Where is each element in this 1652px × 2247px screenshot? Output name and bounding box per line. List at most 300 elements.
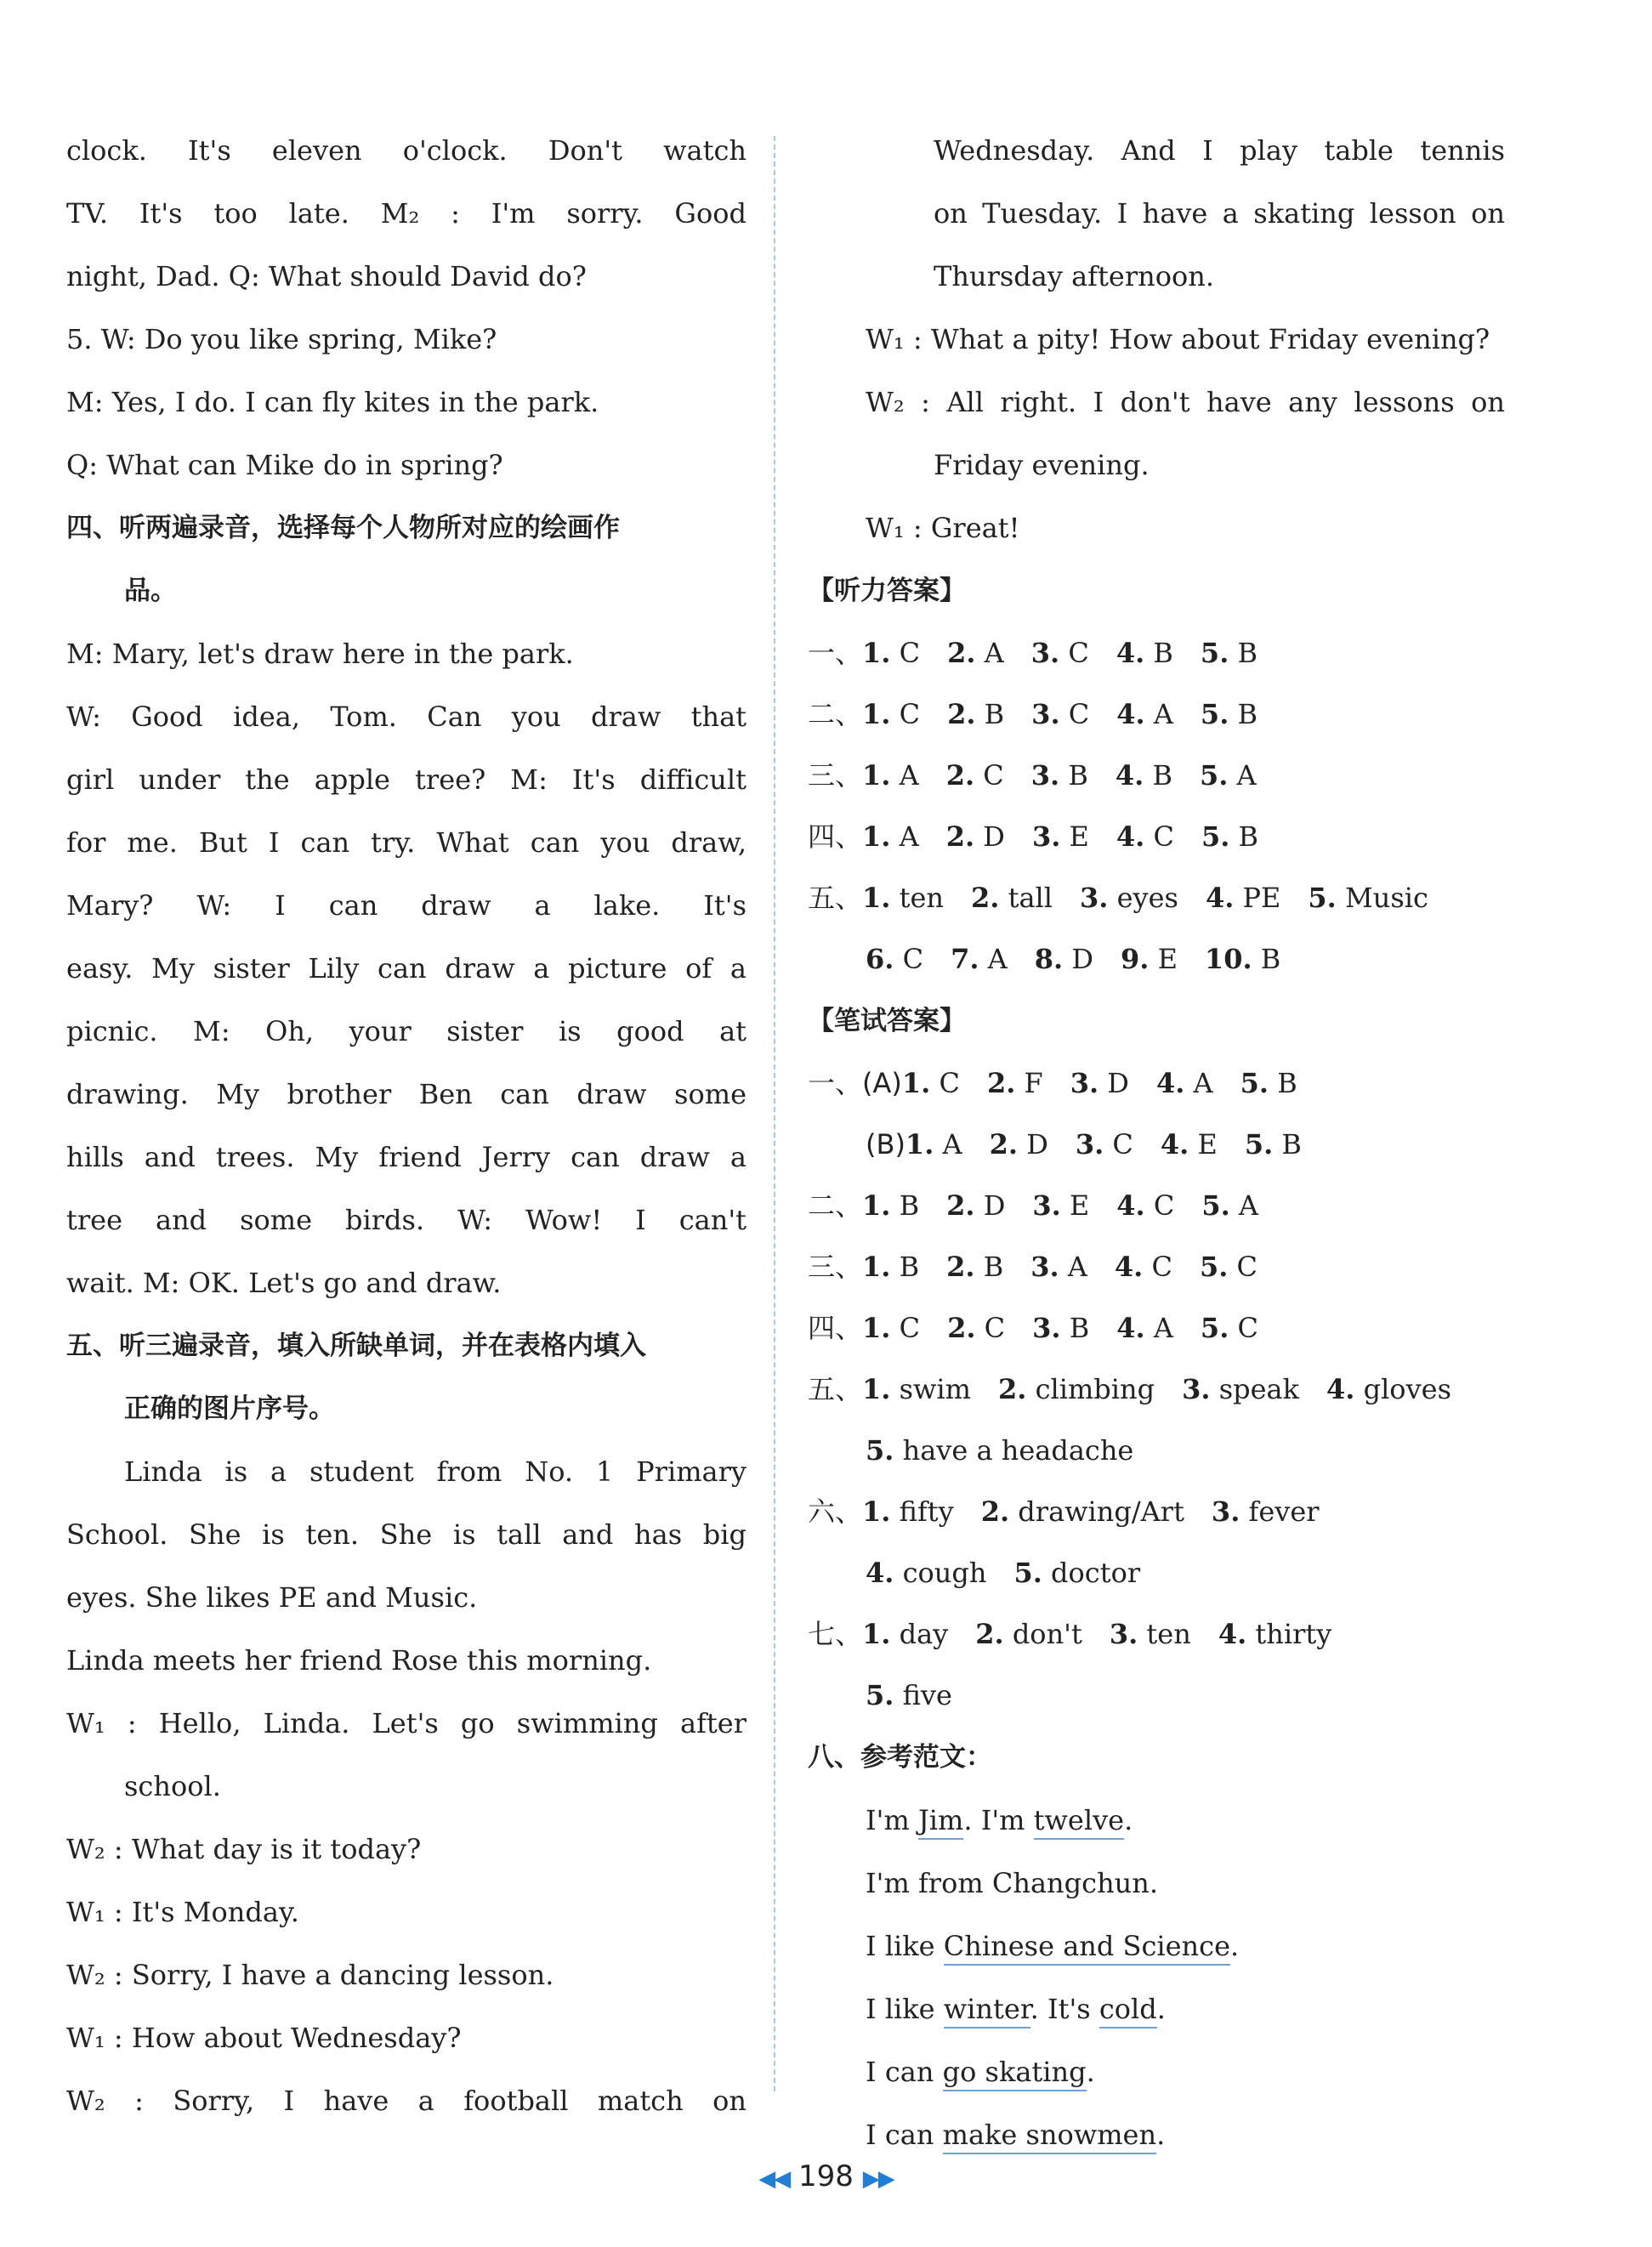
answer-number: 2. [986, 1067, 1016, 1099]
answer-number: 4. [1116, 1189, 1145, 1222]
answer-item [1201, 1175, 1258, 1236]
answer-value: C [890, 637, 921, 669]
answer-value: climbing [1026, 1373, 1155, 1405]
answer-number: 4. [1114, 1251, 1144, 1283]
answer-value: B [1269, 1067, 1297, 1099]
answer-item [1031, 745, 1088, 806]
answer-item [981, 1481, 1184, 1542]
answer-value: E [1060, 1189, 1090, 1222]
answer-value: C [1059, 698, 1090, 730]
answer-number: 1. [862, 1189, 891, 1222]
answer-item [1182, 1359, 1299, 1420]
answer-number: 4. [1326, 1373, 1355, 1405]
dialogue-block-1 [66, 119, 747, 496]
answer-value: C [1144, 1189, 1175, 1222]
answer-item [946, 1175, 1005, 1236]
answer-item [1156, 1053, 1213, 1114]
answer-value: A [979, 943, 1008, 975]
answer-item [1070, 1053, 1129, 1114]
essay-blank-answer: make snowmen [943, 2119, 1157, 2154]
answer-item [1218, 1603, 1332, 1665]
written-answers-title: 【笔试答案】 [808, 1006, 966, 1036]
prev-arrows-icon: ◀◀ [758, 2166, 790, 2192]
text-line: for me. But I can try. What can you draw, [66, 826, 747, 859]
answer-row [808, 1665, 1505, 1726]
text-line: TV. It's too late. M₂ : I'm sorry. Good [66, 197, 747, 230]
essay-text: . [1086, 2056, 1095, 2088]
answer-value: Music [1336, 882, 1428, 914]
answer-number: 2. [945, 820, 975, 853]
essay-line [808, 1915, 1505, 1977]
answer-value: C [930, 1067, 960, 1099]
answer-number: 1. [862, 1312, 891, 1344]
answer-number: 2. [946, 1251, 975, 1283]
answer-item [1031, 622, 1089, 684]
answer-value: C [890, 698, 921, 730]
answer-item [1080, 867, 1178, 928]
answer-value: C [894, 943, 924, 975]
answer-value: fifty [890, 1495, 954, 1528]
answer-value: A [1144, 698, 1173, 730]
essay-text: . It's [1030, 1993, 1099, 2025]
essay-blank-answer: go skating [943, 2056, 1087, 2091]
text-line: W₁ : It's Monday. [66, 1896, 299, 1928]
section-5-heading: 五、听三遍录音，填入所缺单词，并在表格内填入 [66, 1331, 646, 1361]
answer-value: E [1060, 820, 1089, 853]
answer-number: 4. [1116, 820, 1145, 853]
answer-number: 4. [1218, 1618, 1247, 1650]
section-4-heading-cont: 品。 [124, 576, 177, 606]
answer-item [1032, 1175, 1089, 1236]
essay-text: I can [866, 2119, 943, 2151]
answer-number: 2. [945, 759, 975, 792]
answer-number: 1. [862, 637, 891, 669]
answer-number: 5. [1200, 698, 1229, 730]
answer-item [1032, 806, 1089, 867]
answer-item [1161, 1114, 1218, 1175]
text-line: W₂ : All right. I don't have any lessons on [866, 386, 1505, 418]
answer-item [947, 622, 1004, 684]
answer-value: C [1228, 1251, 1258, 1283]
essay-text: I like [866, 1930, 944, 1962]
answer-value: B [1229, 820, 1259, 853]
answer-number: 2. [997, 1373, 1027, 1405]
answer-item [862, 622, 920, 684]
answer-item [1205, 928, 1280, 990]
answer-value: D [1018, 1128, 1048, 1160]
answer-item [1308, 867, 1428, 928]
text-line: clock. It's eleven o'clock. Don't watch [66, 134, 747, 167]
answer-item [1116, 806, 1174, 867]
next-arrows-icon: ▶▶ [862, 2166, 894, 2192]
essay-line [808, 1789, 1505, 1852]
answer-number: 1. [862, 759, 891, 792]
text-line: W₁ : Hello, Linda. Let's go swimming after [66, 1707, 747, 1739]
essay-text: . [1156, 1993, 1166, 2025]
answer-item [946, 806, 1005, 867]
answer-number: 3. [1070, 1067, 1099, 1099]
text-line: M: Mary, let's draw here in the park. [66, 638, 574, 670]
answer-row-lead: 四、 [808, 1312, 863, 1344]
dialogue-block-4 [808, 119, 1505, 559]
answer-number: 3. [1211, 1495, 1240, 1528]
page-footer [0, 2159, 1652, 2193]
answer-number: 3. [1109, 1618, 1138, 1650]
section-5-heading-cont: 正确的图片序号。 [124, 1393, 335, 1424]
text-line: Thursday afternoon. [934, 260, 1215, 292]
answer-item [1116, 622, 1173, 684]
answer-row [808, 745, 1505, 806]
answer-value: B [1273, 1128, 1302, 1160]
text-line: drawing. My brother Ben can draw some [66, 1078, 747, 1110]
answer-number: 3. [1031, 698, 1060, 730]
answer-value: F [1015, 1067, 1043, 1099]
answer-item [1201, 1297, 1258, 1359]
answer-value: C [1143, 1251, 1172, 1283]
answer-number: 5. [1244, 1128, 1274, 1160]
answer-number: 1. [862, 1251, 891, 1283]
text-line: School. She is ten. She is tall and has big [66, 1518, 747, 1551]
answer-item [866, 928, 923, 990]
answer-row [808, 1481, 1505, 1542]
answer-item [862, 1236, 919, 1297]
answer-number: 2. [980, 1495, 1010, 1528]
answer-row-lead: 一、 [808, 637, 863, 669]
answer-row-lead: 二、 [808, 698, 863, 730]
answer-value: B [890, 1189, 920, 1222]
left-column [66, 119, 747, 2132]
answer-item [1116, 1175, 1174, 1236]
answer-item [1326, 1359, 1451, 1420]
answer-item [1201, 806, 1258, 867]
answer-row [808, 1114, 1505, 1175]
answer-item [1030, 1236, 1087, 1297]
answer-row [808, 1175, 1505, 1236]
answer-number: 5. [1201, 820, 1230, 853]
answer-value: B [975, 698, 1005, 730]
answer-number: 4. [866, 1557, 894, 1589]
written-answers [808, 1053, 1505, 1726]
text-line: Linda is a student from No. 1 Primary [124, 1455, 747, 1488]
answer-number: 5. [1308, 882, 1337, 914]
answer-number: 2. [946, 1189, 975, 1222]
answer-number: 4. [1205, 882, 1235, 914]
text-line: 5. W: Do you like spring, Mike? [66, 323, 497, 355]
answer-number: 4. [1116, 637, 1145, 669]
text-line: W₁ : Great! [866, 512, 1020, 544]
column-divider [774, 136, 775, 2091]
answer-number: 5. [1200, 1312, 1229, 1344]
answer-row-lead: 六、 [808, 1495, 863, 1528]
answer-row [808, 1359, 1505, 1420]
answer-item [946, 745, 1004, 806]
answer-number: 2. [947, 698, 976, 730]
answer-row [808, 1236, 1505, 1297]
answer-item [1245, 1114, 1302, 1175]
answer-row [808, 622, 1505, 684]
dialogue-block-3 [66, 1440, 747, 2132]
text-line: W₂ : Sorry, I have a football match on [66, 2085, 747, 2117]
answer-item [1206, 867, 1280, 928]
answer-value: B [1144, 637, 1173, 669]
answer-number: 4. [1160, 1128, 1189, 1160]
answer-value: C [1104, 1128, 1133, 1160]
answer-item [951, 928, 1008, 990]
answer-value: E [1189, 1128, 1218, 1160]
text-line: W: Good idea, Tom. Can you draw that [66, 701, 747, 733]
answer-number: 4. [1155, 1067, 1185, 1099]
answer-number: 3. [1079, 882, 1109, 914]
essay-line [808, 2103, 1505, 2166]
answer-item [862, 1297, 920, 1359]
answer-row [808, 1542, 1505, 1603]
text-line: night, Dad. Q: What should David do? [66, 260, 587, 292]
answer-number: 3. [1031, 820, 1061, 853]
essay-blank-answer: Jim [918, 1804, 963, 1840]
essay-title: 八、参考范文： [808, 1742, 992, 1773]
answer-item [862, 867, 944, 928]
answer-number: 8. [1034, 943, 1064, 975]
text-line: easy. My sister Lily can draw a picture of a [66, 952, 747, 984]
answer-row-lead: 三、 [808, 759, 863, 792]
answer-item [1031, 684, 1089, 745]
answer-number: 6. [866, 943, 894, 975]
answer-number: 1. [862, 1495, 891, 1528]
answer-row-lead: (B) [866, 1128, 905, 1160]
essay-text: I'm from Changchun. [866, 1867, 1159, 1899]
answer-number: 1. [862, 820, 891, 853]
essay-text: I like [866, 1993, 944, 2025]
answer-number: 5. [1201, 1189, 1230, 1222]
answer-item [1116, 745, 1172, 806]
answer-number: 4. [1116, 1312, 1145, 1344]
dialogue-block-2 [66, 622, 747, 1314]
text-line: W₂ : What day is it today? [66, 1833, 422, 1865]
answer-item [1200, 1236, 1257, 1297]
answer-row-lead: 一、(A) [808, 1067, 902, 1099]
answer-value: fever [1240, 1495, 1320, 1528]
answer-item [862, 1359, 971, 1420]
answer-value: A [1184, 1067, 1213, 1099]
answer-value: thirty [1246, 1618, 1332, 1650]
text-line: Wednesday. And I play table tennis [934, 134, 1505, 167]
essay-text: . [1156, 2119, 1166, 2151]
answer-value: B [1229, 637, 1258, 669]
answer-item [987, 1053, 1043, 1114]
answer-item [1240, 1053, 1297, 1114]
answer-number: 2. [947, 637, 976, 669]
answer-value: B [1059, 759, 1088, 792]
answer-value: B [890, 1251, 920, 1283]
text-line: wait. M: OK. Let's go and draw. [66, 1267, 502, 1299]
answer-number: 5. [1013, 1557, 1042, 1589]
answer-value: A [1229, 1189, 1259, 1222]
answer-item [1035, 928, 1093, 990]
answer-value: don't [1003, 1618, 1082, 1650]
answer-row [808, 806, 1505, 867]
answer-number: 3. [1030, 1251, 1059, 1283]
answer-item [1032, 1297, 1089, 1359]
answer-value: five [894, 1679, 952, 1711]
text-line: on Tuesday. I have a skating lesson on [934, 197, 1505, 230]
answer-row-lead: 三、 [808, 1251, 863, 1283]
answer-item [1076, 1114, 1133, 1175]
answer-number: 10. [1204, 943, 1252, 975]
answer-item [946, 1236, 1003, 1297]
essay-text: I'm [866, 1804, 918, 1836]
answer-number: 9. [1120, 943, 1150, 975]
answer-item [1115, 1236, 1172, 1297]
answer-item [971, 867, 1053, 928]
answer-row-lead: 七、 [808, 1618, 863, 1650]
essay-text: . [1230, 1930, 1240, 1962]
essay-line [808, 2040, 1505, 2103]
text-line: school. [124, 1770, 221, 1802]
answer-value: B [1252, 943, 1281, 975]
answer-value: A [1059, 1251, 1087, 1283]
text-line: eyes. She likes PE and Music. [66, 1581, 478, 1614]
answer-row-lead: 二、 [808, 1189, 863, 1222]
answer-item [1121, 928, 1178, 990]
text-line: girl under the apple tree? M: It's difficult [66, 763, 747, 796]
answer-number: 4. [1115, 759, 1144, 792]
answer-value: PE [1234, 882, 1281, 914]
answer-item [902, 1053, 960, 1114]
answer-value: C [890, 1312, 921, 1344]
essay-line [808, 1852, 1505, 1915]
answer-value: cough [894, 1557, 987, 1589]
answer-value: D [974, 820, 1005, 853]
page-number: 198 [798, 2159, 854, 2193]
answer-row [808, 684, 1505, 745]
answer-number: 2. [971, 882, 1000, 914]
text-line: tree and some birds. W: Wow! I can't [66, 1204, 747, 1236]
answer-number: 2. [947, 1312, 976, 1344]
answer-value: B [1144, 759, 1172, 792]
listening-answers-title: 【听力答案】 [808, 576, 966, 606]
answer-item [975, 1603, 1082, 1665]
answer-number: 3. [1030, 759, 1060, 792]
text-line: Linda meets her friend Rose this morning. [66, 1644, 652, 1677]
answer-item [862, 684, 920, 745]
sample-essay [808, 1789, 1505, 2166]
answer-value: C [974, 759, 1004, 792]
answer-value: A [934, 1128, 962, 1160]
right-column [808, 119, 1505, 2166]
answer-number: 2. [975, 1618, 1004, 1650]
answer-item [1201, 622, 1257, 684]
answer-item [866, 1665, 952, 1726]
text-line: picnic. M: Oh, your sister is good at [66, 1015, 747, 1047]
essay-text: I can [866, 2056, 943, 2088]
answer-item [1116, 684, 1173, 745]
answer-item [862, 1603, 948, 1665]
answer-row-lead: 四、 [808, 820, 863, 853]
answer-value: A [890, 759, 919, 792]
text-line: hills and trees. My friend Jerry can draw a [66, 1141, 747, 1173]
answer-item [998, 1359, 1155, 1420]
essay-blank-answer: Chinese and Science [944, 1930, 1230, 1966]
answer-number: 5. [1200, 637, 1229, 669]
answer-item [866, 1542, 986, 1603]
answer-value: C [1059, 637, 1089, 669]
answer-value: ten [890, 882, 944, 914]
answer-value: drawing/Art [1009, 1495, 1184, 1528]
text-line: Friday evening. [934, 449, 1150, 481]
answer-item [862, 745, 919, 806]
answer-number: 5. [866, 1434, 894, 1467]
answer-item [862, 806, 919, 867]
answer-value: E [1149, 943, 1178, 975]
answer-number: 1. [905, 1128, 934, 1160]
answer-value: speak [1210, 1373, 1299, 1405]
text-line: W₁ : How about Wednesday? [66, 2022, 462, 2054]
answer-item [947, 684, 1004, 745]
section-4-heading: 四、听两遍录音，选择每个人物所对应的绘画作 [66, 513, 620, 543]
answer-row [808, 867, 1505, 928]
answer-item [862, 1175, 919, 1236]
essay-line [808, 1977, 1505, 2040]
answer-value: C [1229, 1312, 1258, 1344]
answer-row [808, 1603, 1505, 1665]
answer-item [947, 1297, 1005, 1359]
answer-number: 3. [1182, 1373, 1211, 1405]
answer-row [808, 1420, 1505, 1481]
answer-item [1201, 684, 1257, 745]
answer-number: 1. [862, 698, 891, 730]
answer-value: C [1144, 820, 1174, 853]
answer-number: 3. [1032, 1312, 1061, 1344]
answer-number: 7. [951, 943, 979, 975]
answer-value: B [1229, 698, 1258, 730]
answer-number: 5. [1240, 1067, 1269, 1099]
essay-blank-answer: cold [1099, 1993, 1157, 2029]
answer-number: 2. [989, 1128, 1019, 1160]
answer-number: 4. [1116, 698, 1145, 730]
answer-value: A [975, 637, 1004, 669]
answer-row-lead: 五、 [808, 882, 863, 914]
answer-number: 3. [1075, 1128, 1104, 1160]
answer-item [862, 1481, 954, 1542]
essay-blank-answer: twelve [1034, 1804, 1124, 1840]
essay-text: . [1124, 1804, 1133, 1836]
text-line: W₂ : Sorry, I have a dancing lesson. [66, 1959, 554, 1991]
answer-item [1013, 1542, 1140, 1603]
answer-number: 5. [1199, 759, 1229, 792]
answer-value: C [975, 1312, 1006, 1344]
answer-value: A [1144, 1312, 1173, 1344]
answer-value: tall [999, 882, 1053, 914]
answer-value: have a headache [894, 1434, 1134, 1467]
answer-value: swim [890, 1373, 971, 1405]
answer-number: 5. [866, 1679, 894, 1711]
answer-row [808, 928, 1505, 990]
answer-value: D [1098, 1067, 1129, 1099]
answer-row [808, 1053, 1505, 1114]
essay-blank-answer: winter [944, 1993, 1030, 2029]
answer-value: eyes [1108, 882, 1178, 914]
text-line: Q: What can Mike do in spring? [66, 449, 503, 481]
answer-number: 1. [862, 1618, 891, 1650]
answer-number: 3. [1032, 1189, 1061, 1222]
answer-value: gloves [1354, 1373, 1451, 1405]
answer-value: A [1228, 759, 1257, 792]
answer-number: 1. [862, 882, 891, 914]
answer-value: day [890, 1618, 949, 1650]
answer-value: B [974, 1251, 1004, 1283]
text-line: Mary? W: I can draw a lake. It's [66, 889, 747, 922]
answer-item [1200, 745, 1257, 806]
